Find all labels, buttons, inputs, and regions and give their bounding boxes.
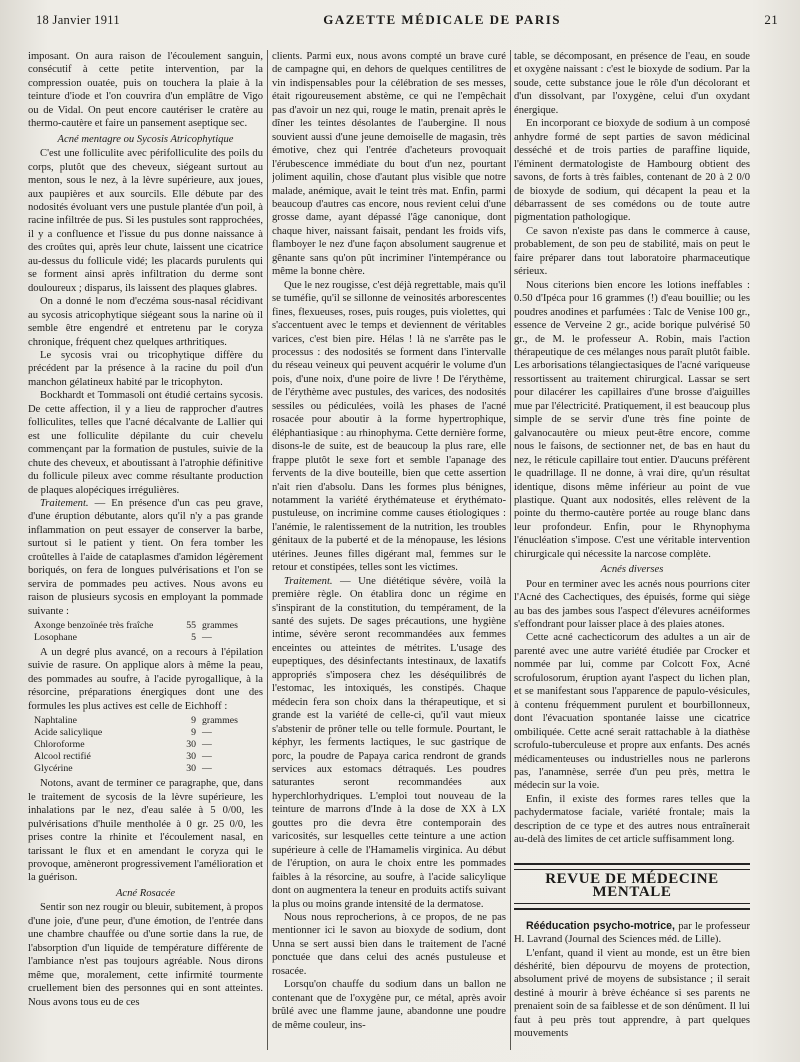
formula-row	[34, 715, 263, 727]
paragraph-text: — Une diététique sévère, voilà la première règle. On établira donc un régime en s'inspirant de la constitution, du tempérament, de la santé des sujets. De sages précautions, une hygiène intime, sévère seront recommandées aux femmes enceintes ou atteintes de métrites. L'usage des eupeptiques, des désinfectants intestinaux, de laxatifs appropriés s'imposera chez les déséquilibrés de l'estomac, les intoxiqués, les constipés. Chaque médecin fera son choix dans la thérapeutique, et si grande est la variété de celle-ci, qu'il vaut mieux s'abstenir de prôner telle ou telle formule. Pourtant, le képhyr, les ferments lactiques, le suc gastrique de porc, la poudre de Papaya carica rendront de grands services aux estomacs détraqués. Les poudres saturantes seront recommandées aux hyperchlorhydriques. L'emploi tout nouveau de la teinture de marrons d'Inde à la dose de XX à LX gouttes pro die devra être contemporain des varicosités, sur lesquelles cette teinture a une action supérieure à celle de l'Hamamelis virginica. Au début de l'éruption, on aura le choix entre les pommades faibles à la résorcine, au soufre, à l'acide salicylique dont on augmentera la teneur en produits actifs suivant la plus ou moins grande intensité de la dermatose.	[272, 575, 506, 910]
formula-row	[34, 727, 263, 739]
ingredient-unit: —	[202, 632, 212, 644]
ingredient-qty: 9	[191, 715, 196, 727]
ingredient-name: Axonge benzoïnée très fraîche	[34, 620, 154, 632]
ingredient-unit: —	[202, 751, 212, 763]
section-heading: Acnés diverses	[600, 564, 664, 576]
page-header	[36, 12, 778, 36]
ingredient-name: Glycérine	[34, 763, 73, 775]
column-divider	[267, 50, 268, 1050]
ingredient-unit: —	[202, 763, 212, 775]
article-byline: par le professeur H. Lavrand (Journal des Sciences méd. de Lille).	[514, 920, 750, 946]
ingredient-name: Alcool rectifié	[34, 751, 91, 763]
column-divider	[510, 50, 511, 1050]
paragraph: Pour en terminer avec les acnés nous pourrions citer l'Acné des Cachectiques, des épuisés, forme qui siège au bas des jambes sous l'aspect d'élevures acnéiformes s'effondrant pour laisser place à des plaies atones.	[514, 578, 750, 631]
ingredient-qty: 30	[186, 763, 196, 775]
journal-title: GAZETTE MÉDICALE DE PARIS	[323, 12, 561, 27]
section-heading: Acné Rosacée	[115, 887, 176, 899]
paragraph: clients. Parmi eux, nous avons compté un brave curé de campagne qui, en dehors de quelques centilitres de vin indispensables pour la célébration de ses messes, était rigoureusement abstème, ce qui ne l'empêchait pas d'avoir un nez qui, rouge le matin, prenait après le dîner les teintes désolantes de l'aubergine. Il nous souvient aussi d'une jeune demoiselle de magasin, très émotive, chez qui l'entrée d'acheteurs provoquait l'érubescence immédiate du bout d'un nez, pourtant joliment aquilin, chose d'autant plus visible que notre malade, anémique, avait le teint très mat. Enfin, parmi beaucoup d'autres cas encore, nous revient celui d'une grosse dame, ayant dépassé l'âge canonique, dont chaque hiver, naissant faisait, pendant les froids vifs, flamboyer le nez d'une façon absolument saugrenue et gênante sans qu'on pût incriminer l'intempérance ou même la bonne chère.	[272, 51, 506, 278]
treatment-label: Traitement.	[284, 575, 333, 587]
section-title: REVUE DE MÉDECINE MENTALE	[514, 869, 750, 904]
ingredient-unit: —	[202, 727, 212, 739]
section-banner	[514, 863, 750, 910]
issue-date: 18 Janvier 1911	[36, 13, 120, 27]
paragraph: Sentir son nez rougir ou bleuir, subitement, à propos d'une joie, d'une peur, d'une émotion, de l'entrée dans une chambre chauffée ou d'une sortie dans la rue, de l'absorption d'un liquide de température différente de l'ambiance n'est pas toujours agréable. Nous dirons même que, moralement, cette infirmité tourmente cruellement bien des personnes qui en sont atteintes. Nous avons tous eu de ces	[28, 902, 263, 1008]
paragraph: imposant. On aura raison de l'écoulement sanguin, consécutif à cette petite intervention, par la compression ouatée, puis on touchera la plaie à la teinture d'iode et l'on couvrira d'un emplâtre de Vigo ou de Vidal. On peut encore cautériser le cratère au thermo-cautère et faire un pansement aseptique sec.	[28, 51, 263, 130]
paragraph-text: — En présence d'un cas peu grave, d'une éruption débutante, alors qu'il n'y a pas grande inflammation on peut essayer de conserver la barbe, surtout si le patient y tient. On fera tomber les croûtelles à l'aide de cataplasmes d'amidon légèrement boriqués, on fera de longues pulvérisations et l'on se servira de pommades peu actives. Nous avons eu raison de plusieurs sycosis en employant la pommade suivante :	[28, 497, 263, 617]
paragraph: Lorsqu'on chauffe du sodium dans un ballon ne contenant que de l'oxygène pur, ce métal, après avoir brûlé avec une flamme jaune, abandonne une poudre de même couleur, ins-	[272, 979, 506, 1031]
paragraph: On a donné le nom d'eczéma sous-nasal récidivant au sycosis atricophytique siégeant sous la narine où il semble être engendré et entretenu par le coryza chronique, fréquent chez quelques arthritiques.	[28, 296, 263, 348]
ingredient-name: Naphtaline	[34, 715, 77, 727]
article-subheading	[514, 920, 750, 947]
column-middle	[272, 50, 506, 1050]
paragraph: table, se décomposant, en présence de l'eau, en soude et oxygène naissant : c'est le bioxyde de sodium. Par la soude, cette substance joue le rôle d'un décolorant et d'un dissolvant, par l'oxygène, celui d'un oxydant énergique.	[514, 51, 750, 116]
formula-row	[34, 751, 263, 763]
paragraph: En incorporant ce bioxyde de sodium à un composé anhydre formé de sept parties de savon médicinal desséché et de trois parties de paraffine liquide, l'éminent dermatologiste de Hambourg obtient des savons, de forts à très faibles, contenant de 20 à 2 0/0 de bioxyde de sodium, qui décapent la peau et la débarrassent de ses comédons ou de toute autre pigmentation pathologique.	[514, 118, 750, 224]
paragraph: Notons, avant de terminer ce paragraphe, que, dans le traitement de sycosis de la lèvre supérieure, les inhalations par le nez, d'eau salée à 5 0/00, les pulvérisations d'huile mentholée à 0 gr. 25 0/0, les prises contre la rhinite et l'écoulement nasal, en tarissant le flux et en amendant le coryza qui le provoque, amèneront progressivement l'amélioration et la guérison.	[28, 778, 263, 884]
column-left	[28, 50, 263, 1050]
paragraph: Cette acné cachecticorum des adultes a un air de parenté avec une autre variété étudiée par Crocker et nommée par lui, comme par Colcott Fox, Acné scrofulosorum, éruption ayant l'aspect du lichen plan, et se manifestant sous l'apparence de papulo-vésicules, à contenu fréquemment purulent et bourbillonneux, dont l'évacuation spontanée laisse une cicatrice ombiliquée. Cette acné serait rattachable à la diathèse scrofulo-tuberculeuse et propre aux enfants. Des acnés médicamenteuses ou industrielles nous ne parlerons pas, l'anamnèse, serrée d'un peu près, mettra le médecin sur la voie.	[514, 632, 750, 792]
page-number: 21	[764, 12, 778, 27]
paragraph: A un degré plus avancé, on a recours à l'épilation suivie de rasure. On applique alors à même la peau, des pommades au soufre, à l'acide pyrogallique, à la résorcine, préparations énergiques dont une des formules les plus actives est celle de Eichhoff :	[28, 647, 263, 712]
prescription-formula	[34, 715, 263, 775]
ingredient-qty: 30	[186, 751, 196, 763]
paragraph: Nous citerions bien encore les lotions ineffables : 0.50 d'Ipéca pour 16 grammes (!) d'eau bouillie; ou les poudres anodines et parfumées : Talc de Venise 100 gr., essence de Verveine 2 gr., acide borique pulvérisé 50 gr., de M. le professeur A. Robin, mais l'action thérapeutique de ces mélanges nous paraît plutôt faible. Les arborisations télangiectasiques de l'acné variqueuse ressortissent au traitement chirurgical. Lassar se sert pour dilacérer les capillaires d'une brosse d'aiguilles mue par l'électricité. Pratiquement, il est beaucoup plus simple de se servir d'une très fine pointe de galvanocautère ou mieux peut-être encore, comme nous le faisons, de sectionner net, de bas en haut du nez, le réticule capillaire tout entier. D'aucuns préfèrent le quadrillage. Il ne donne, à vrai dire, qu'un résultat identique, disons même inférieur au point de vue plastique. Quant aux nodosités, elles relèvent de la pointe du thermo-cautère portée au rouge blanc dans leur profondeur. Enfin, pour le Rhynophyma l'énucléation s'impose. C'est une véritable intervention chirurgicale qui nécessite la narcose complète.	[514, 279, 750, 560]
article-title: Rééducation psycho-motrice,	[526, 919, 675, 932]
paragraph: Enfin, il existe des formes rares telles que la pachydermatose faciale, variété frontale; mais la description de ce type et des autres nous entraînerait au-delà des limites de cet article suffisamment long.	[514, 793, 750, 846]
paragraph: Bockhardt et Tommasoli ont étudié certains sycosis. De cette affection, il y a lieu de rapprocher d'autres folliculites, telles que l'acné décalvante de Lallier qui est une folliculite dépilante du cuir chevelu commençant par la formation de pustules, suivie de la chute des cheveux, et aboutissant à l'atrophie définitive du follicule pileux avec comme résultante production de plaques alopéciques irrégulières.	[28, 390, 263, 496]
ingredient-name: Losophane	[34, 632, 77, 644]
ingredient-unit: —	[202, 739, 212, 751]
ingredient-name: Chloroforme	[34, 739, 85, 751]
ingredient-unit: grammes	[202, 715, 238, 727]
formula-row	[34, 632, 263, 644]
prescription-formula	[34, 620, 263, 644]
paragraph: C'est une folliculite avec périfolliculite des poils du corps, plutôt que des cheveux, siégeant surtout au menton, sous le nez, à la lèvre supérieure, aux joues, aux paupières et aux sourcils. Elle débute par des nodosités évoluant vers une pustule plantée d'un poil, à racine infiltrée de pus. Si les pustules sont rapprochées, il y a confluence et l'issue du pus donne naissance à des croûtes qui, après leur chute, laissent une cicatrice au-dessus du follicule vidé; les placards purulents qui se forment ainsi après infiltration du derme sont douloureux ; disparus, ils laissent des plaques glabres.	[28, 148, 263, 294]
paragraph	[28, 497, 263, 618]
ingredient-qty: 30	[186, 739, 196, 751]
treatment-label: Traitement.	[40, 497, 89, 509]
paragraph: L'enfant, quand il vient au monde, est un être bien déshérité, bien dépourvu de moyens de protection, absolument privé de moyens de subsistance ; il serait destiné à mourir à brève échéance si ses parents ne prenaient soin de sa faiblesse et de son dénûment. Il lui faut à peu près tout apprendre, à part quelques mouvements	[514, 947, 750, 1040]
paragraph	[272, 575, 506, 911]
paragraph: Le sycosis vrai ou tricophytique diffère du précédent par la présence à la racine du poil d'un manchon gélatineux habité par le tricophyton.	[28, 349, 263, 388]
ingredient-unit: grammes	[202, 620, 238, 632]
formula-row	[34, 739, 263, 751]
ingredient-qty: 9	[191, 727, 196, 739]
section-heading: Acné mentagre ou Sycosis Atricophytique	[57, 133, 234, 145]
paragraph: Ce savon n'existe pas dans le commerce à cause, probablement, de son peu de stabilité, mais on peut le faire préparer dans tout laboratoire pharmaceutique sérieux.	[514, 225, 750, 278]
ingredient-qty: 55	[186, 620, 196, 632]
formula-row	[34, 620, 263, 632]
paragraph: Que le nez rougisse, c'est déjà regrettable, mais qu'il se tuméfie, qu'il se sillonne de veinosités arborescentes fines, flexueuses, roses, puis rouges, puis violettes, qui s'accentuent avec le temps et deviennent de véritables varices, c'est bien pire. Hélas ! là ne s'arrête pas le processus : des nodosités se forment dans l'intervalle du réseau veineux qui peuvent acquérir le volume d'un pois, d'une noix, d'une poire de livre ! De l'érythème, de l'érythème avec pustules, des varices, des nodosités sessiles ou pédiculées, voilà les phases de l'acné rosacée pour aboutir à la forme hypertrophique, éléphantiasique : au rhinophyma. Cette dernière forme, disons-le de suite, est de beaucoup la plus rare, elle frappe plutôt le sexe fort et semble l'apanage des fervents de la dive bouteille, bien que cette assertion n'ait rien d'absolu. Dans les formes plus bénignes, notamment la variété érythémateuse et érythémato-pustuleuse, on incrimine comme causes étiologiques : l'anémie, le ralentissement de la nutrition, les troubles génitaux de la puberté et de la ménopause, les lésions utérines. Jeunes filles digérant mal, femmes sur le retour et constipées, telles sont les victimes.	[272, 279, 506, 574]
ingredient-qty: 5	[191, 632, 196, 644]
formula-row	[34, 763, 263, 775]
ingredient-name: Acide salicylique	[34, 727, 103, 739]
column-right	[514, 50, 750, 1050]
paragraph: Nous nous reprocherions, à ce propos, de ne pas mentionner ici le savon au bioxyde de sodium, dont Unna se sert aussi bien dans le traitement de l'acné ponctuée que dans celui des acnés pustuleuse et rosacée.	[272, 912, 506, 977]
